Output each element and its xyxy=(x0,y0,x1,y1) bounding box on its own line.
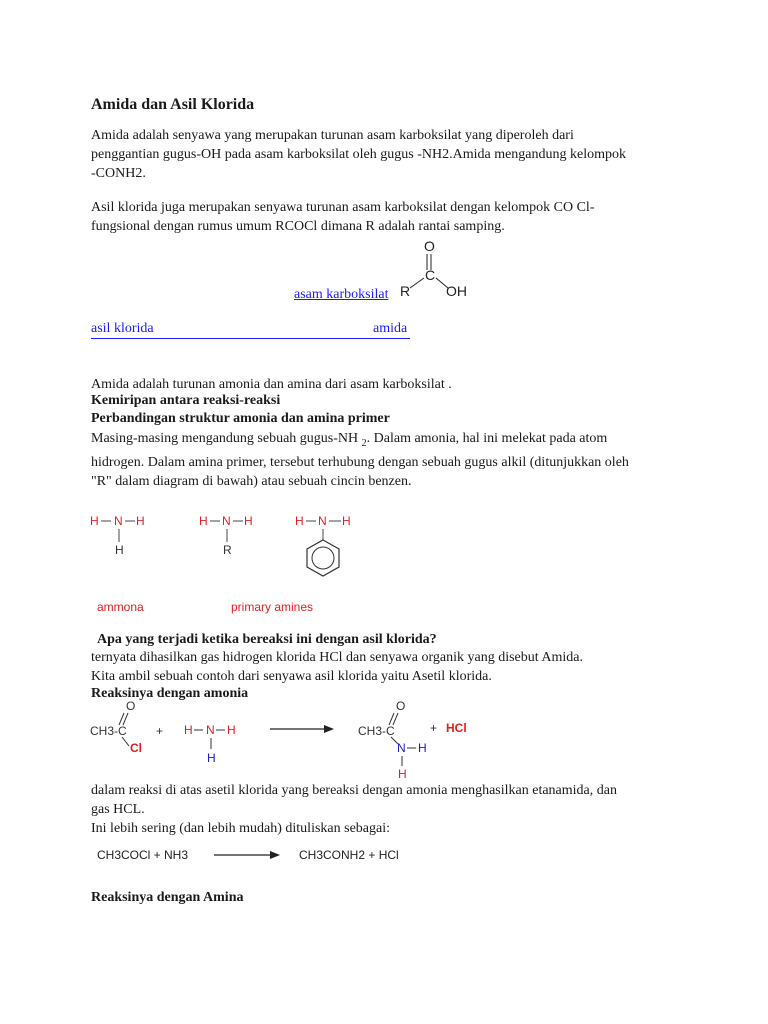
svg-text:H: H xyxy=(115,543,124,557)
paragraph-hcl-amida: ternyata dihasilkan gas hidrogen klorida HCl dan senyawa organik yang disebut Amida. Kita ambil sebuah contoh dari senyawa asil klorida yaitu Asetil klorida. xyxy=(91,650,583,684)
atom-cl: Cl xyxy=(130,741,142,755)
heading-reaksi-amina: Reaksinya dengan Amina xyxy=(91,890,244,905)
svg-text:H: H xyxy=(90,514,99,528)
svg-text:H: H xyxy=(184,723,193,737)
reaction-diagram xyxy=(86,696,486,782)
ch3c-reactant: CH3-C xyxy=(90,724,127,738)
link-asil-klorida[interactable]: asil klorida xyxy=(91,321,154,336)
paragraph-amida-definition xyxy=(91,126,626,183)
svg-text:N: N xyxy=(114,514,123,528)
paragraph-asil-klorida xyxy=(91,198,595,236)
heading-reaksi-amonia: Reaksinya dengan amonia xyxy=(91,686,249,701)
paragraph-etanamida: dalam reaksi di atas asetil klorida yang bereaksi dengan amonia menghasilkan etanamida, dan gas HCL. Ini lebih sering (dan lebih mudah) dituliskan sebagai: xyxy=(91,783,617,836)
paragraph-amida-turunan: Amida adalah turunan amonia dan amina dari asam karboksilat . xyxy=(91,377,452,392)
svg-text:N: N xyxy=(318,514,327,528)
svg-text:H: H xyxy=(295,514,304,528)
label-primary-amines: primary amines xyxy=(231,600,314,614)
svg-text:+: + xyxy=(430,721,438,735)
svg-text:H: H xyxy=(207,751,216,765)
text-line: penggantian gugus-OH pada asam karboksilat oleh gugus -NH2.Amida mengandung kelompok xyxy=(91,147,627,162)
atom-o: O xyxy=(424,238,435,254)
equation-left: CH3COCl + NH3 xyxy=(97,848,189,862)
label-ammonia: ammona xyxy=(97,600,144,614)
svg-text:O: O xyxy=(396,699,406,713)
text-line: Asil klorida juga merupakan senyawa turunan asam karboksilat dengan kelompok CO Cl- xyxy=(91,200,595,215)
carboxylic-acid-structure xyxy=(396,236,476,302)
link-asam-karboksilat[interactable]: asam karboksilat xyxy=(294,287,389,302)
equation-arrow xyxy=(212,848,282,862)
ammonia-structure xyxy=(90,514,145,557)
equation-right: CH3CONH2 + HCl xyxy=(299,848,399,862)
heading-perbandingan: Perbandingan struktur amonia dan amina primer xyxy=(91,411,390,426)
heading-question: Apa yang terjadi ketika bereaksi ini dengan asil klorida? xyxy=(97,632,437,647)
aniline-structure xyxy=(295,514,351,576)
heading-kemiripan: Kemiripan antara reaksi-reaksi xyxy=(91,393,281,408)
paragraph-gugus-nh2: Masing-masing mengandung sebuah gugus-NH $_2$. Dalam amonia, hal ini melekat pada atom hidrogen. Dalam amina primer, tersebut terhubung dengan sebuah gugus alkil (ditunjukkan oleh "R" dalam diagram di bawah) atau sebuah cincin benzen. xyxy=(91,431,629,489)
svg-text:H: H xyxy=(398,767,407,781)
atom-c: C xyxy=(425,267,436,283)
product-hcl: HCl xyxy=(446,721,467,735)
svg-text:N: N xyxy=(397,741,406,755)
svg-text:H: H xyxy=(227,723,236,737)
amine-structures xyxy=(86,508,376,582)
svg-text:O: O xyxy=(126,699,136,713)
svg-text:+: + xyxy=(156,724,164,738)
page-title: Amida dan Asil Klorida xyxy=(91,96,255,113)
benzene-ring-circle xyxy=(312,547,334,569)
atom-oh: OH xyxy=(446,283,467,299)
svg-text:H: H xyxy=(418,741,427,755)
svg-text:N: N xyxy=(206,723,215,737)
svg-text:H: H xyxy=(342,514,351,528)
text-line: fungsional dengan rumus umum RCOCl dimana R adalah rantai samping. xyxy=(91,219,505,234)
svg-text:N: N xyxy=(222,514,231,528)
svg-text:H: H xyxy=(244,514,253,528)
ch3c-product: CH3-C xyxy=(358,724,395,738)
link-amida[interactable]: amida xyxy=(373,321,408,336)
svg-text:H: H xyxy=(136,514,145,528)
text-line: -CONH2. xyxy=(91,166,146,181)
alkyl-amine-structure xyxy=(199,514,253,557)
text-line: Amida adalah senyawa yang merupakan turunan asam karboksilat yang diperoleh dari xyxy=(91,128,574,143)
svg-text:R: R xyxy=(223,543,232,557)
svg-text:H: H xyxy=(199,514,208,528)
atom-r: R xyxy=(400,283,411,299)
